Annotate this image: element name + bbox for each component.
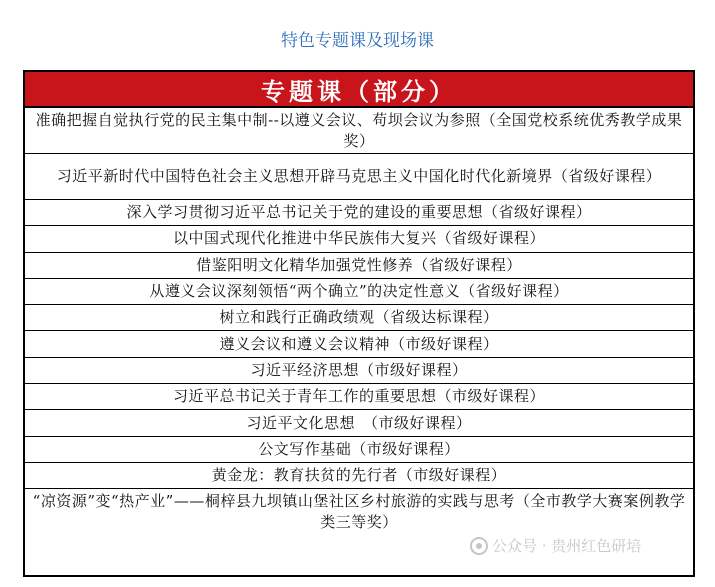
- course-row-9: 习近平经济思想（市级好课程）: [25, 358, 693, 384]
- course-row-13: 黄金龙：教育扶贫的先行者（市级好课程）: [25, 463, 693, 489]
- watermark-text: 公众号 · 贵州红色研培: [492, 537, 642, 555]
- course-row-2: 习近平新时代中国特色社会主义思想开辟马克思主义中国化时代化新境界（省级好课程）: [25, 154, 693, 200]
- page-title: 特色专题课及现场课: [281, 31, 434, 51]
- course-table: [23, 70, 695, 577]
- course-row-1: 准确把握自觉执行党的民主集中制--以遵义会议、苟坝会议为参照（全国党校系统优秀教学成果奖）: [25, 108, 693, 154]
- course-row-12: 公文写作基础（市级好课程）: [25, 437, 693, 463]
- table-header: 专题课（部分）: [25, 72, 693, 108]
- course-list: [25, 108, 693, 575]
- course-row-14: “凉资源”变“热产业”——桐梓县九坝镇山堡社区乡村旅游的实践与思考（全市教学大赛案例教学类三等奖）: [32, 492, 686, 532]
- course-row-8: 遵义会议和遵义会议精神（市级好课程）: [25, 331, 693, 357]
- course-row-3: 深入学习贯彻习近平总书记关于党的建设的重要思想（省级好课程）: [25, 200, 693, 226]
- course-row-4: 以中国式现代化推进中华民族伟大复兴（省级好课程）: [25, 226, 693, 252]
- course-row-11: 习近平文化思想 （市级好课程）: [25, 410, 693, 436]
- course-row-7: 树立和践行正确政绩观（省级达标课程）: [25, 305, 693, 331]
- course-row-6: 从遵义会议深刻领悟“两个确立”的决定性意义（省级好课程）: [25, 279, 693, 305]
- course-row-5: 借鉴阳明文化精华加强党性修养（省级好课程）: [25, 253, 693, 279]
- course-row-10: 习近平总书记关于青年工作的重要思想（市级好课程）: [25, 384, 693, 410]
